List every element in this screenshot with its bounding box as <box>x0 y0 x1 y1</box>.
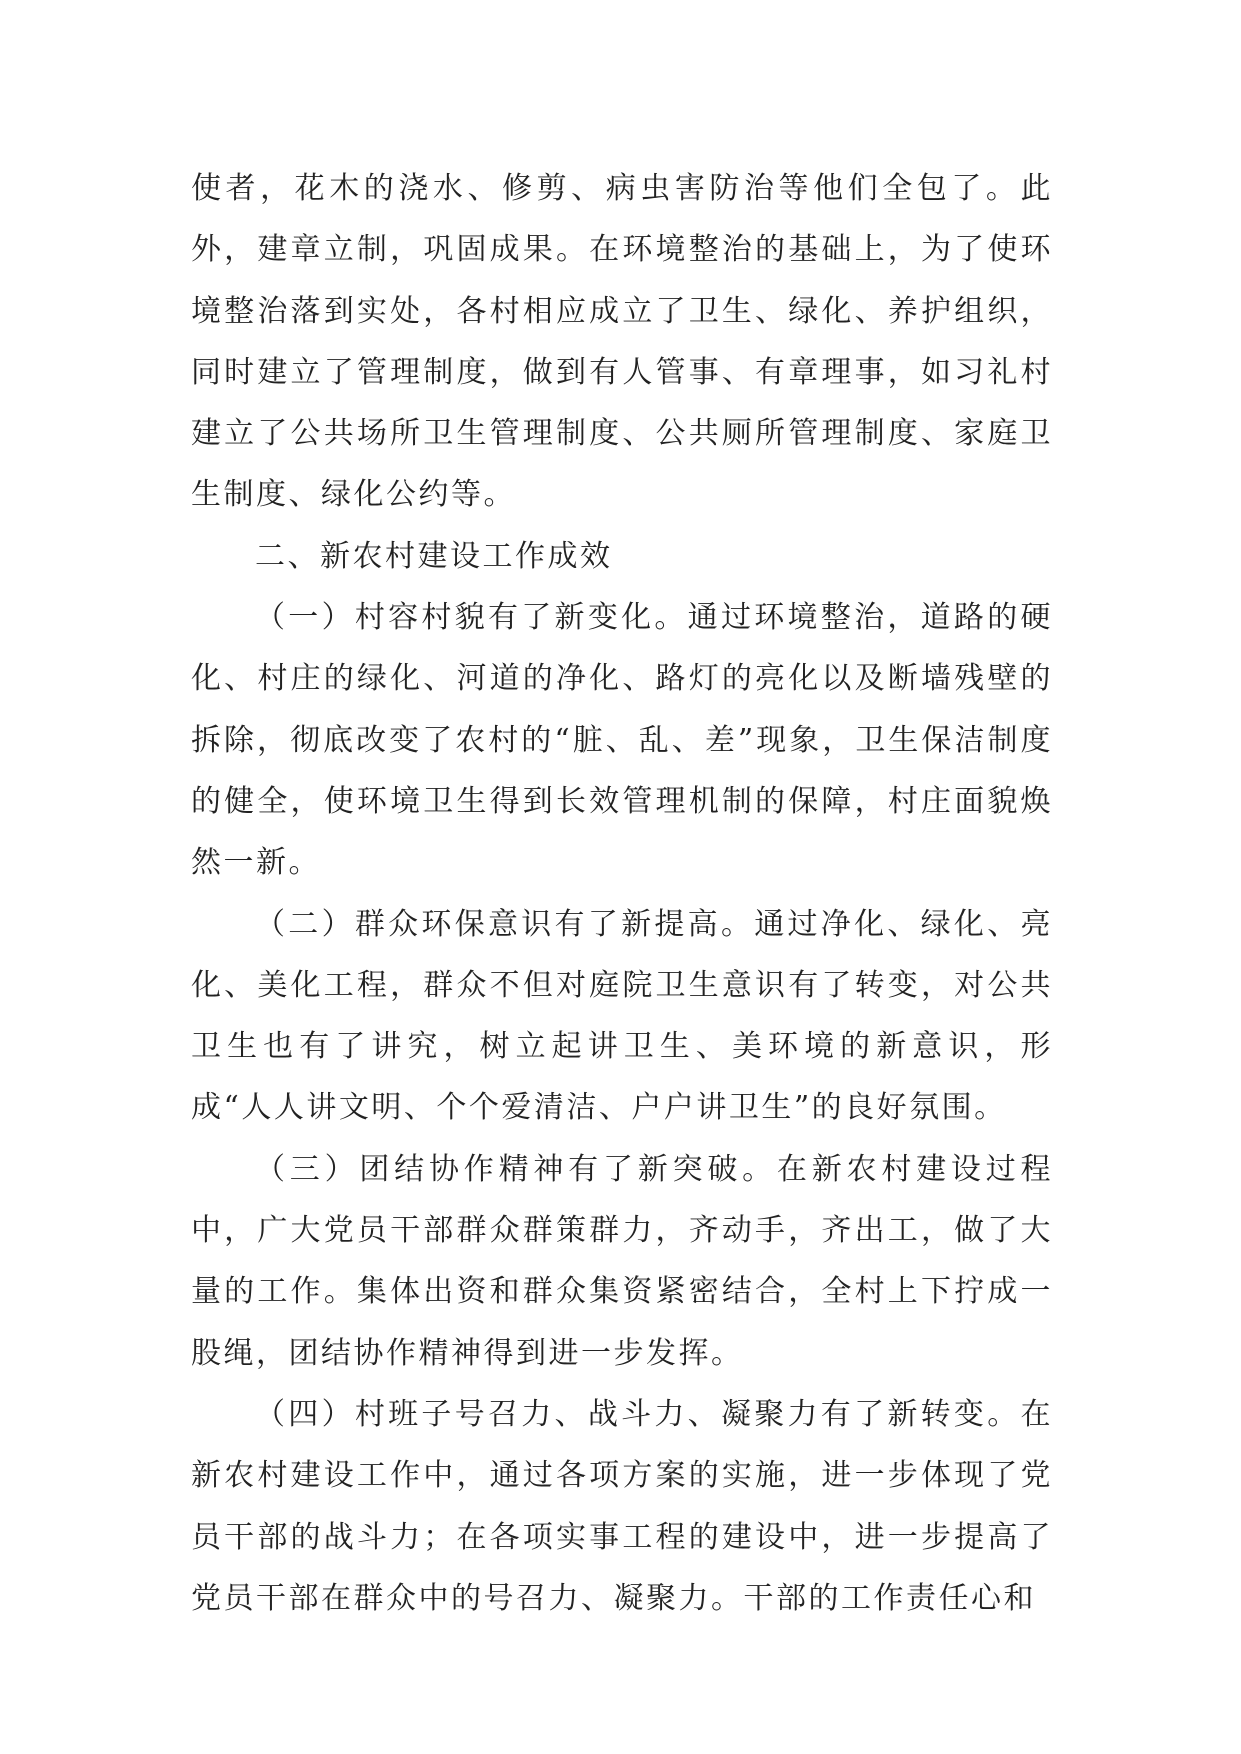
document-body <box>191 158 1053 1629</box>
section-heading: 二、新农村建设工作成效 <box>255 538 613 574</box>
paragraph-village-appearance: （一）村容村貌有了新变化。通过环境整治，道路的硬化、村庄的绿化、河道的净化、路灯的亮化以及断墙残壁的拆除，彻底改变了农村的“脏、乱、差”现象，卫生保洁制度的健全，使环境卫生得到长效管理机制的保障，村庄面貌焕然一新。 <box>191 600 1053 881</box>
paragraph-continuation: 使者，花木的浇水、修剪、病虫害防治等他们全包了。此外，建章立制，巩固成果。在环境整治的基础上，为了使环境整治落到实处，各村相应成立了卫生、绿化、养护组织，同时建立了管理制度，做到有人管事、有章理事，如习礼村建立了公共场所卫生管理制度、公共厕所管理制度、家庭卫生制度、绿化公约等。 <box>191 171 1053 513</box>
paragraph-teamwork: （三）团结协作精神有了新突破。在新农村建设过程中，广大党员干部群众群策群力，齐动手，齐出工，做了大量的工作。集体出资和群众集资紧密结合，全村上下拧成一股绳，团结协作精神得到进一步发挥。 <box>191 1151 1053 1371</box>
paragraph-environmental-awareness: （二）群众环保意识有了新提高。通过净化、绿化、亮化、美化工程，群众不但对庭院卫生意识有了转变，对公共卫生也有了讲究，树立起讲卫生、美环境的新意识，形成“人人讲文明、个个爱清洁、户户讲卫生”的良好氛围。 <box>191 906 1053 1126</box>
paragraph-leadership: （四）村班子号召力、战斗力、凝聚力有了新转变。在新农村建设工作中，通过各项方案的实施，进一步体现了党员干部的战斗力；在各项实事工程的建设中，进一步提高了党员干部在群众中的号召力、凝聚力。干部的工作责任心和 <box>191 1396 1053 1616</box>
